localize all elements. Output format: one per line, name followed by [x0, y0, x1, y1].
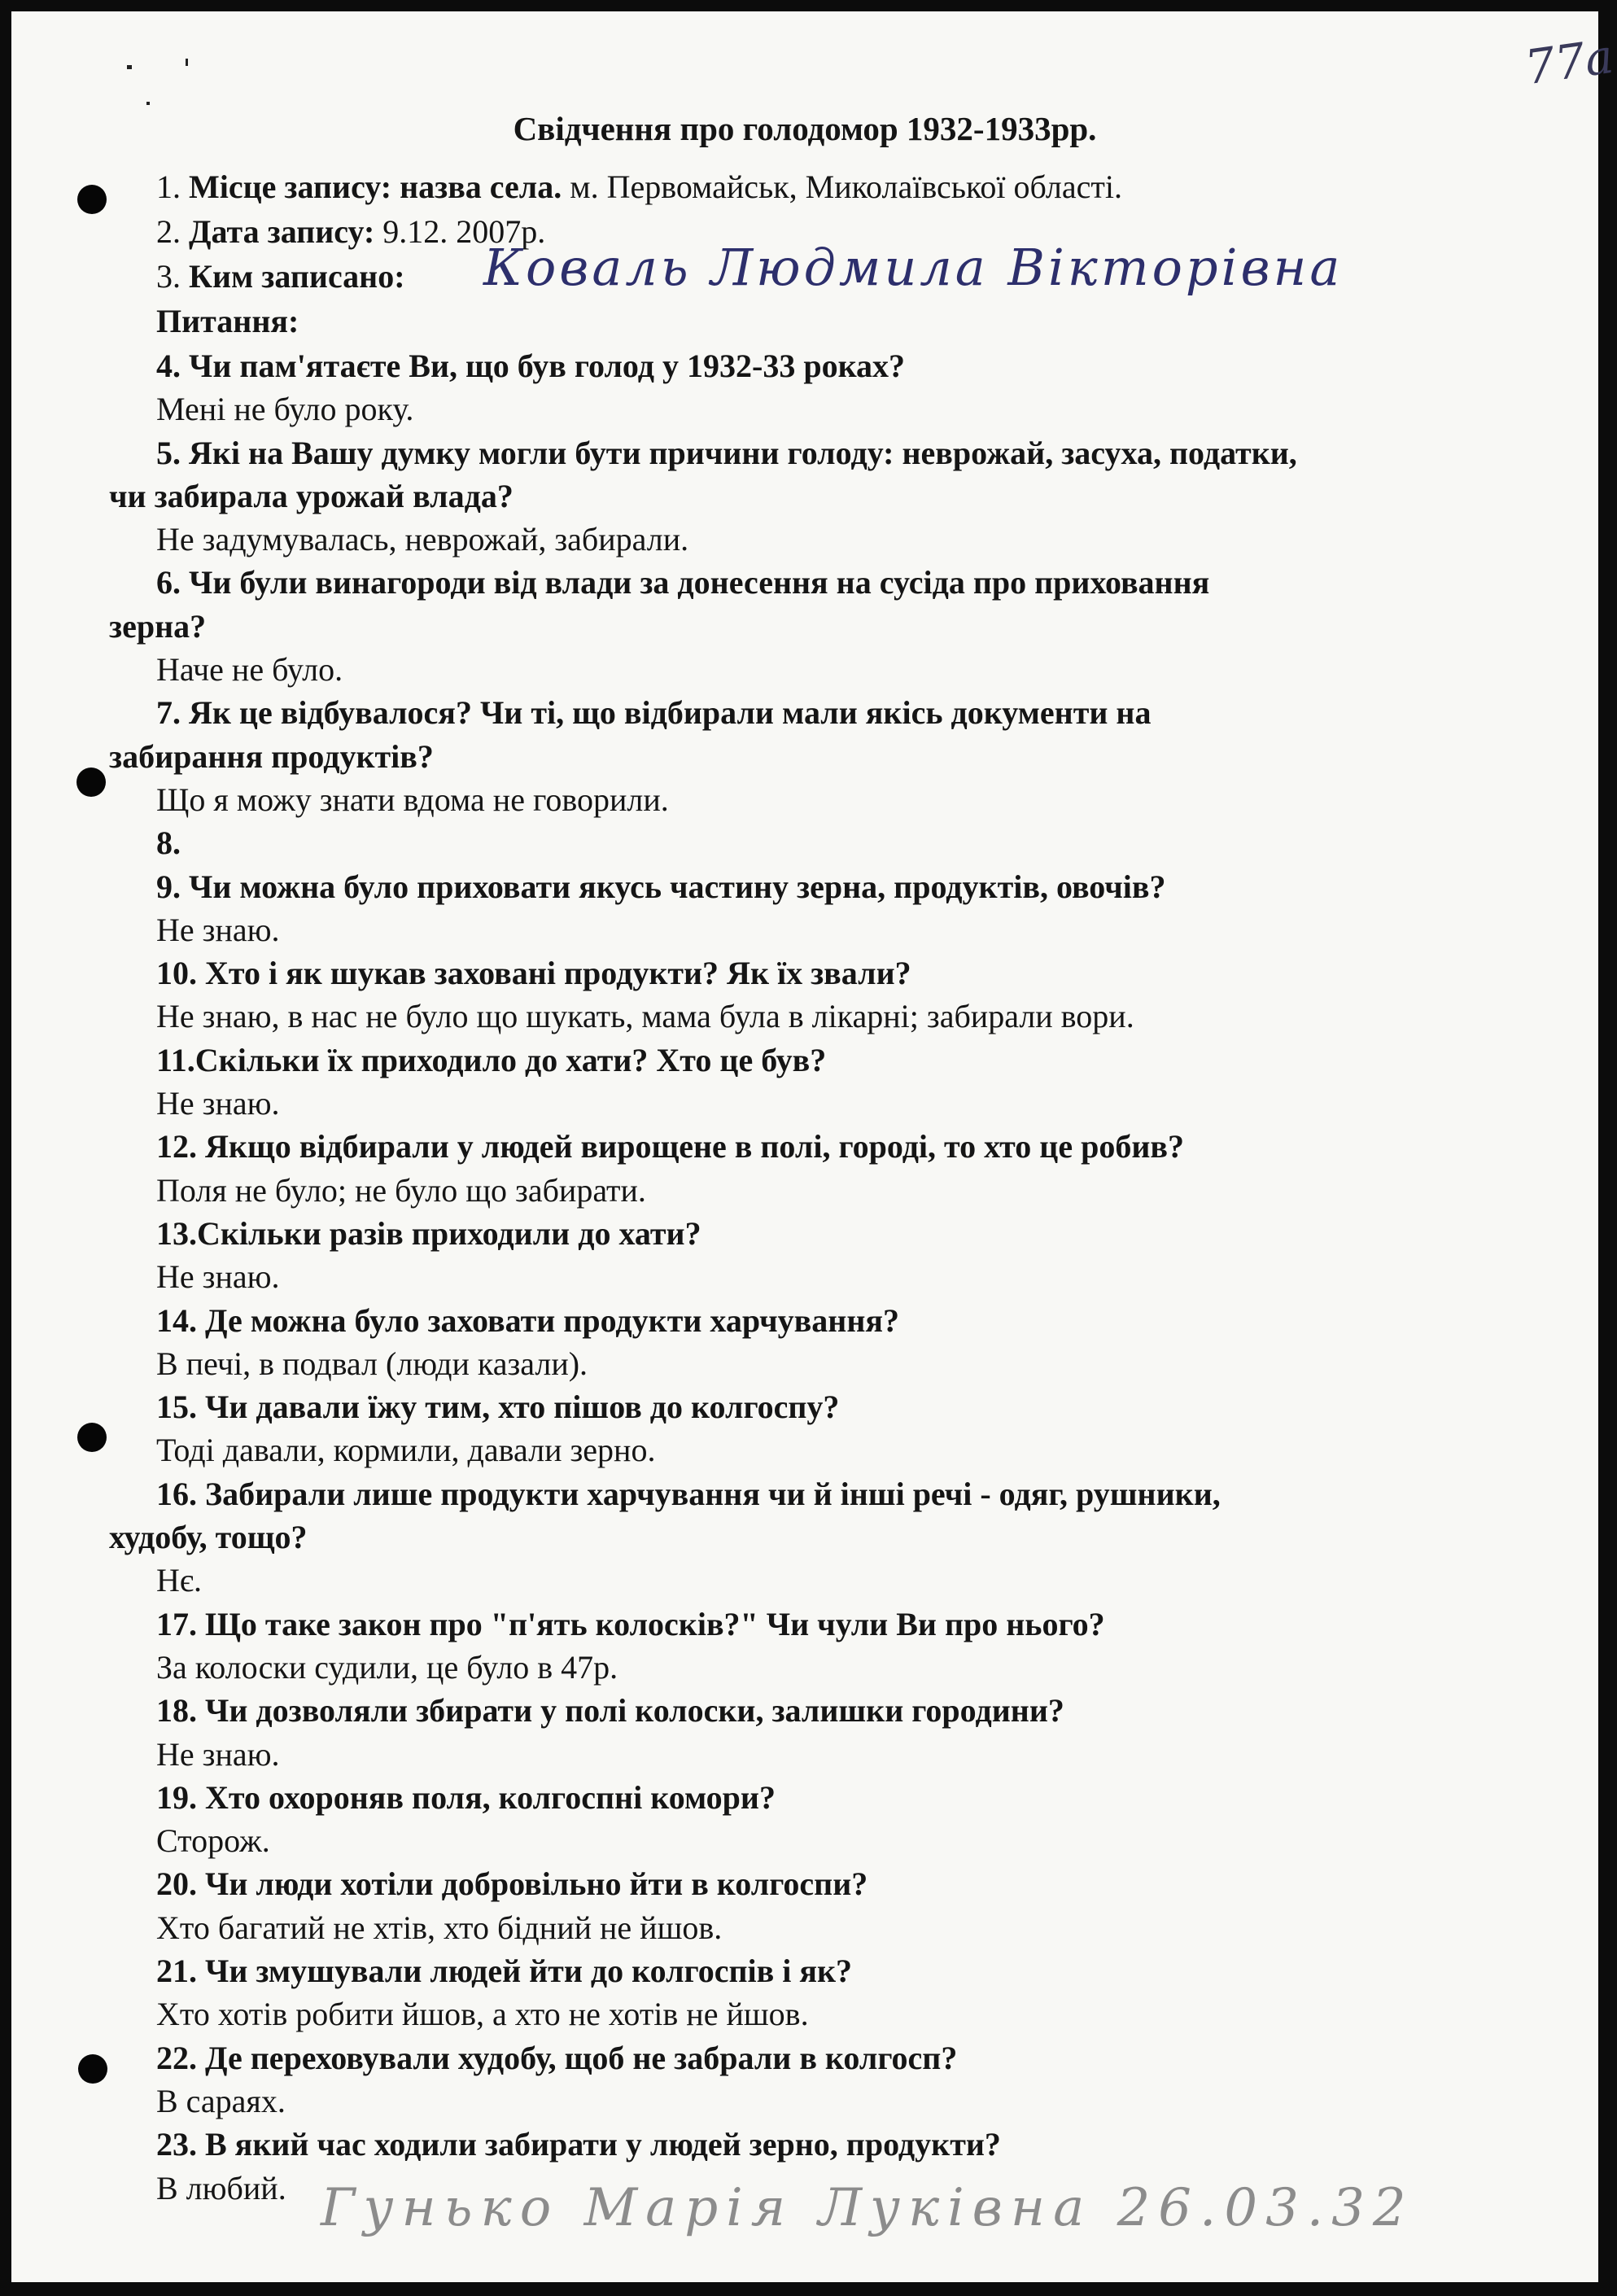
document-page [11, 11, 1617, 2282]
scan-speck [186, 59, 188, 66]
question: 4. Чи пам'ятаєте Ви, що був голод у 1932-33 роках? [156, 348, 906, 384]
question: 8. [156, 824, 181, 861]
punch-hole [77, 185, 107, 214]
answer: Що я можу знати вдома не говорили. [156, 781, 669, 818]
answer: Тоді давали, кормили, давали зерно. [156, 1432, 656, 1468]
handwritten-recorder-name: Коваль Людмила Вікторівна [483, 238, 1344, 297]
question: 9. Чи можна було приховати якусь частину зерна, продуктів, овочів? [156, 868, 1166, 905]
answer: Сторож. [156, 1822, 270, 1859]
question: 17. Що таке закон про "п'ять колосків?" Чи чули Ви про нього? [156, 1606, 1105, 1642]
item-label: Місце запису: назва села. [189, 168, 562, 205]
question: 20. Чи люди хотіли добровільно йти в колгоспи? [156, 1865, 868, 1902]
question: 18. Чи дозволяли збирати у полі колоски, залишки городини? [156, 1692, 1064, 1729]
question: 5. Які на Вашу думку могли бути причини голоду: неврожай, засуха, податки, [156, 435, 1297, 471]
answer: Не знаю. [156, 1085, 280, 1122]
answer: Нє. [156, 1562, 203, 1598]
header-item-recorder [156, 256, 405, 298]
answer: Не знаю. [156, 1736, 280, 1773]
question: 7. Як це відбувалося? Чи ті, що відбирали мали якісь документи на [156, 694, 1152, 731]
answer: Не задумувалась, неврожай, забирали. [156, 521, 689, 558]
question: 21. Чи змушували людей йти до колгоспів і як? [156, 1953, 853, 1989]
item-number: 3. [156, 258, 181, 295]
question-continuation: зерна? [109, 608, 207, 645]
answer: За колоски судили, це було в 47р. [156, 1649, 618, 1686]
question: 23. В який час ходили забирати у людей зерно, продукти? [156, 2126, 1001, 2163]
question: 6. Чи були винагороди від влади за донесення на сусіда про приховання [156, 564, 1210, 601]
scan-speck [146, 102, 150, 105]
answer: Не знаю, в нас не було що шукать, мама була в лікарні; забирали вори. [156, 998, 1134, 1034]
question-continuation: чи забирала урожай влада? [109, 478, 514, 514]
question: 15. Чи давали їжу тим, хто пішов до колгоспу? [156, 1389, 840, 1425]
answer: В печі, в подвал (люди казали). [156, 1345, 588, 1382]
question-continuation: худобу, тощо? [109, 1519, 308, 1555]
item-label: Дата запису: [189, 213, 375, 250]
handwritten-witness-signature: Гунько Марія Луківна 26.03.32 [321, 2178, 1414, 2238]
answer: Наче не було. [156, 651, 343, 688]
question: 13.Скільки разів приходили до хати? [156, 1215, 701, 1252]
punch-hole [78, 2054, 107, 2084]
answer: В любий. [156, 2170, 286, 2206]
header-item-place [156, 166, 1122, 208]
answer: Поля не було; не було що забирати. [156, 1172, 646, 1209]
item-number: 1. [156, 168, 181, 205]
answer: Не знаю. [156, 1258, 280, 1295]
question-continuation: забирання продуктів? [109, 738, 434, 775]
document-title: Свідчення про голодомор 1932-1933рр. [513, 110, 1097, 147]
question: 14. Де можна було заховати продукти харчування? [156, 1302, 900, 1339]
questions-heading: Питання: [156, 303, 299, 339]
punch-hole [76, 768, 106, 797]
question: 22. Де переховували худобу, щоб не забрали в колгосп? [156, 2040, 958, 2076]
question: 11.Скільки їх приходило до хати? Хто це був? [156, 1042, 827, 1078]
answer: В сараях. [156, 2083, 286, 2119]
scan-speck [127, 65, 132, 69]
question: 12. Якщо відбирали у людей вирощене в полі, городі, то хто це робив? [156, 1128, 1184, 1165]
answer: Хто хотів робити йшов, а хто не хотів не йшов. [156, 1996, 809, 2032]
answer: Не знаю. [156, 912, 280, 948]
answer: Мені не було року. [156, 391, 414, 427]
item-label: Ким записано: [189, 258, 405, 295]
question: 10. Хто і як шукав заховані продукти? Як їх звали? [156, 955, 911, 991]
item-value: м. Первомайськ, Миколаївської області. [562, 168, 1122, 205]
page-number: 77a [1521, 28, 1617, 96]
answer: Хто багатий не хтів, хто бідний не йшов. [156, 1909, 723, 1946]
question: 16. Забирали лише продукти харчування чи й інші речі - одяг, рушники, [156, 1476, 1221, 1512]
punch-hole [77, 1423, 107, 1452]
question: 19. Хто охороняв поля, колгоспні комори? [156, 1779, 776, 1816]
item-value: 9.12. 2007р. [374, 213, 546, 250]
item-number: 2. [156, 213, 181, 250]
